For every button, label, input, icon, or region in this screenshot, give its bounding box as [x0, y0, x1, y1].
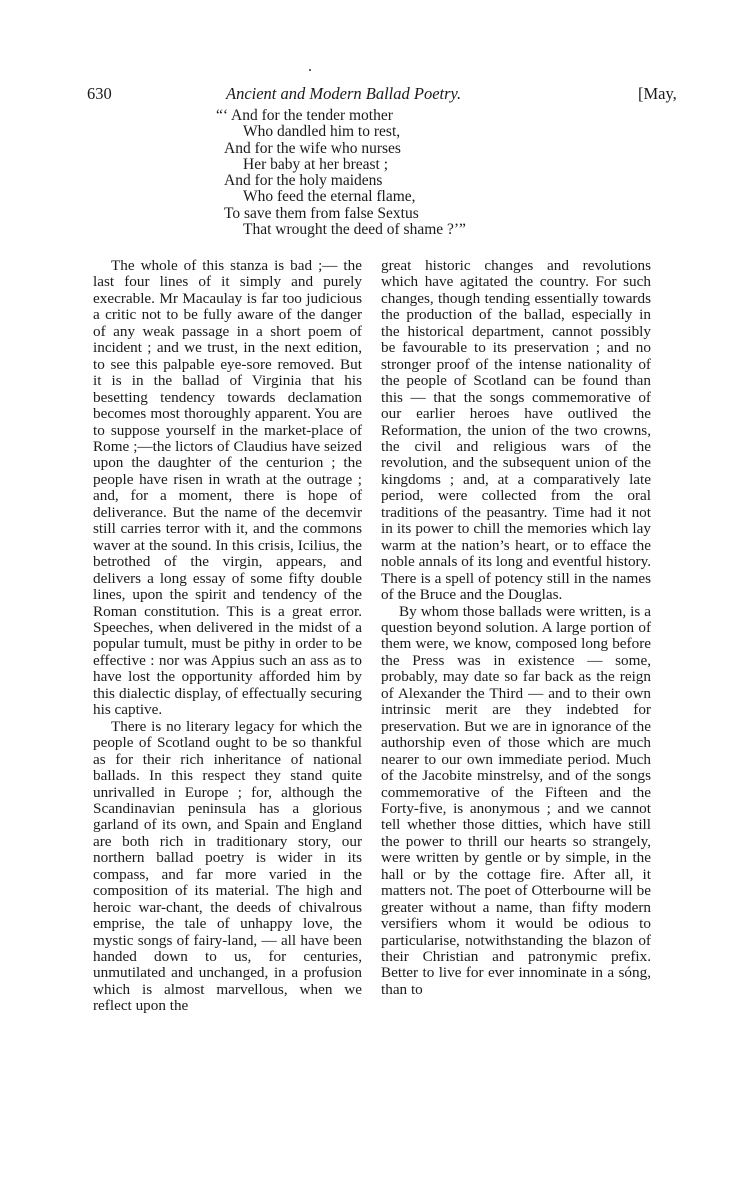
issue-month: [May,	[638, 84, 677, 103]
paragraph: By whom those ballads were written, is a question beyond solution. A large portion of them were, we know, composed long before the Press was in existence — some, probably, may date so far back as the reign of Alexander the Third — and to their own intrinsic merit are they indebted for preservation. But we are in ignorance of the authorship even of those which are much nearer to our own immediate period. Much of the Jacobite minstrelsy, and of the songs commemorative of the Fifteen and the Forty-five, is anonymous ; and we cannot tell whether those ditties, which have still the power to thrill our hearts so strangely, were written by gentle or by simple, in the hall or by the cottage fire. After all, it matters not. The poet of Otterbourne will be greater without a name, than fifty modern versifiers whom it would be odious to particularise, notwithstanding the blazon of their Christian and patronymic prefix. Better to live for ever innominate in a sóng, than to	[381, 602, 651, 998]
verse-line: And for the wife who nurses	[224, 139, 401, 157]
verse-line: To save them from false Sextus	[224, 204, 419, 222]
paragraph: There is no literary legacy for which the people of Scotland ought to be so thankful as for their rich inheritance of national ballads. In this respect they stand quite unrivalled in Europe ; for, although the Scandinavian peninsula has a glorious garland of its own, and Spain and England are both rich in traditionary story, our northern ballad poetry is wider in its compass, and far more varied in the composition of its material. The high and heroic war-chant, the deeds of chivalrous emprise, the tale of unhappy love, the mystic songs of fairy-land, — all have been handed down to us, for centuries, unmutilated and unchanged, in a profusion which is almost marvellous, when we reflect upon the	[93, 717, 362, 1015]
verse-line: That wrought the deed of shame ?’”	[243, 221, 466, 239]
left-column	[93, 258, 362, 1015]
printer-mark	[309, 69, 311, 71]
right-column	[381, 258, 651, 998]
paragraph: The whole of this stanza is bad ;— the last four lines of it simply and purely execrable. Mr Macaulay is far too judicious a critic not to be fully aware of the danger of any weak passage in a short poem of incident ; and we trust, in the next edition, to see this palpable eye-sore removed. But it is in the ballad of Virginia that his besetting tendency towards declamation becomes most thoroughly apparent. You are to suppose yourself in the market-place of Rome ;—the lictors of Claudius have seized upon the daughter of the centurion ; the people have risen in wrath at the outrage ; and, for a moment, there is hope of deliverance. But the name of the decemvir still carries terror with it, and the commons waver at the sound. In this crisis, Icilius, the betrothed of the virgin, appears, and delivers a long essay of some fifty double lines, upon the spirit and tendency of the Roman constitution. This is a great error. Speeches, when delivered in the midst of a popular tumult, must be pithy in order to be effective : nor was Appius such an ass as to have lost the opportunity afforded him by this dialectic display, of effectually securing his captive.	[93, 257, 362, 719]
verse-line: Who feed the eternal flame,	[243, 188, 416, 206]
verse-line: And for the holy maidens	[224, 172, 383, 190]
verse-line: Her baby at her breast ;	[243, 155, 389, 173]
verse-line: “‘ And for the tender mother	[216, 107, 393, 124]
running-title: Ancient and Modern Ballad Poetry.	[226, 84, 462, 103]
paragraph-continuation: great historic changes and revolutions which have agitated the country. For such changes, though tending essentially towards the production of the ballad, especially in the historical department, cannot possibly be favourable to its preservation ; and no stronger proof of the intense nationality of the people of Scotland can be found than this — that the songs commemorative of our earlier heroes have outlived the Reformation, the union of the two crowns, the civil and religious wars of the revolution, and the subsequent union of the kingdoms ; and, at a comparatively late period, were collected from the oral traditions of the peasantry. Time had it not in its power to chill the memories which lay warm at the nation’s heart, or to efface the noble annals of its long and eventful history. There is a spell of potency still in the names of the Bruce and the Douglas.	[381, 257, 651, 604]
verse-quotation	[216, 107, 466, 239]
page-number: 630	[87, 84, 112, 103]
page-header	[0, 84, 750, 104]
verse-line: Who dandled him to rest,	[243, 123, 401, 141]
